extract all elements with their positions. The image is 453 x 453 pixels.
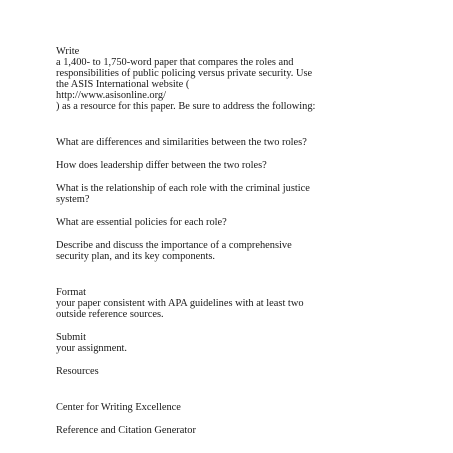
intro-line: the ASIS International website ( <box>56 79 190 90</box>
reference-citation-generator <box>56 425 416 436</box>
intro-line: responsibilities of public policing versus private security. Use <box>56 68 313 79</box>
submit-line: your assignment. <box>56 343 127 354</box>
resource-item: Reference and Citation Generator <box>56 425 196 436</box>
question-differences <box>56 137 416 148</box>
submit-line: Submit <box>56 332 87 343</box>
format-line: Format <box>56 287 87 298</box>
question-policies <box>56 217 416 228</box>
intro-line: a 1,400- to 1,750-word paper that compares the roles and <box>56 57 294 68</box>
asis-website-url[interactable]: http://www.asisonline.org/ <box>56 90 166 101</box>
intro-line: ) as a resource for this paper. Be sure to address the following: <box>56 101 316 112</box>
intro-paragraph <box>56 46 416 112</box>
resources-heading <box>56 366 416 377</box>
question-text: What is the relationship of each role with the criminal justice <box>56 183 310 194</box>
question-text: security plan, and its key components. <box>56 251 216 262</box>
question-text: system? <box>56 194 90 205</box>
question-text: Describe and discuss the importance of a comprehensive <box>56 240 292 251</box>
submit-paragraph <box>56 332 416 354</box>
question-text: What are differences and similarities between the two roles? <box>56 137 307 148</box>
resource-item: Center for Writing Excellence <box>56 402 181 413</box>
resources-label: Resources <box>56 366 99 377</box>
format-line: outside reference sources. <box>56 309 164 320</box>
question-criminal-justice <box>56 183 416 205</box>
format-paragraph <box>56 287 416 320</box>
document-body <box>56 46 416 436</box>
format-line: your paper consistent with APA guidelines with at least two <box>56 298 304 309</box>
question-security-plan <box>56 240 416 262</box>
question-text: What are essential policies for each role? <box>56 217 227 228</box>
intro-line: Write <box>56 46 80 57</box>
question-text: How does leadership differ between the two roles? <box>56 160 267 171</box>
center-for-writing-excellence <box>56 402 416 413</box>
question-leadership <box>56 160 416 171</box>
